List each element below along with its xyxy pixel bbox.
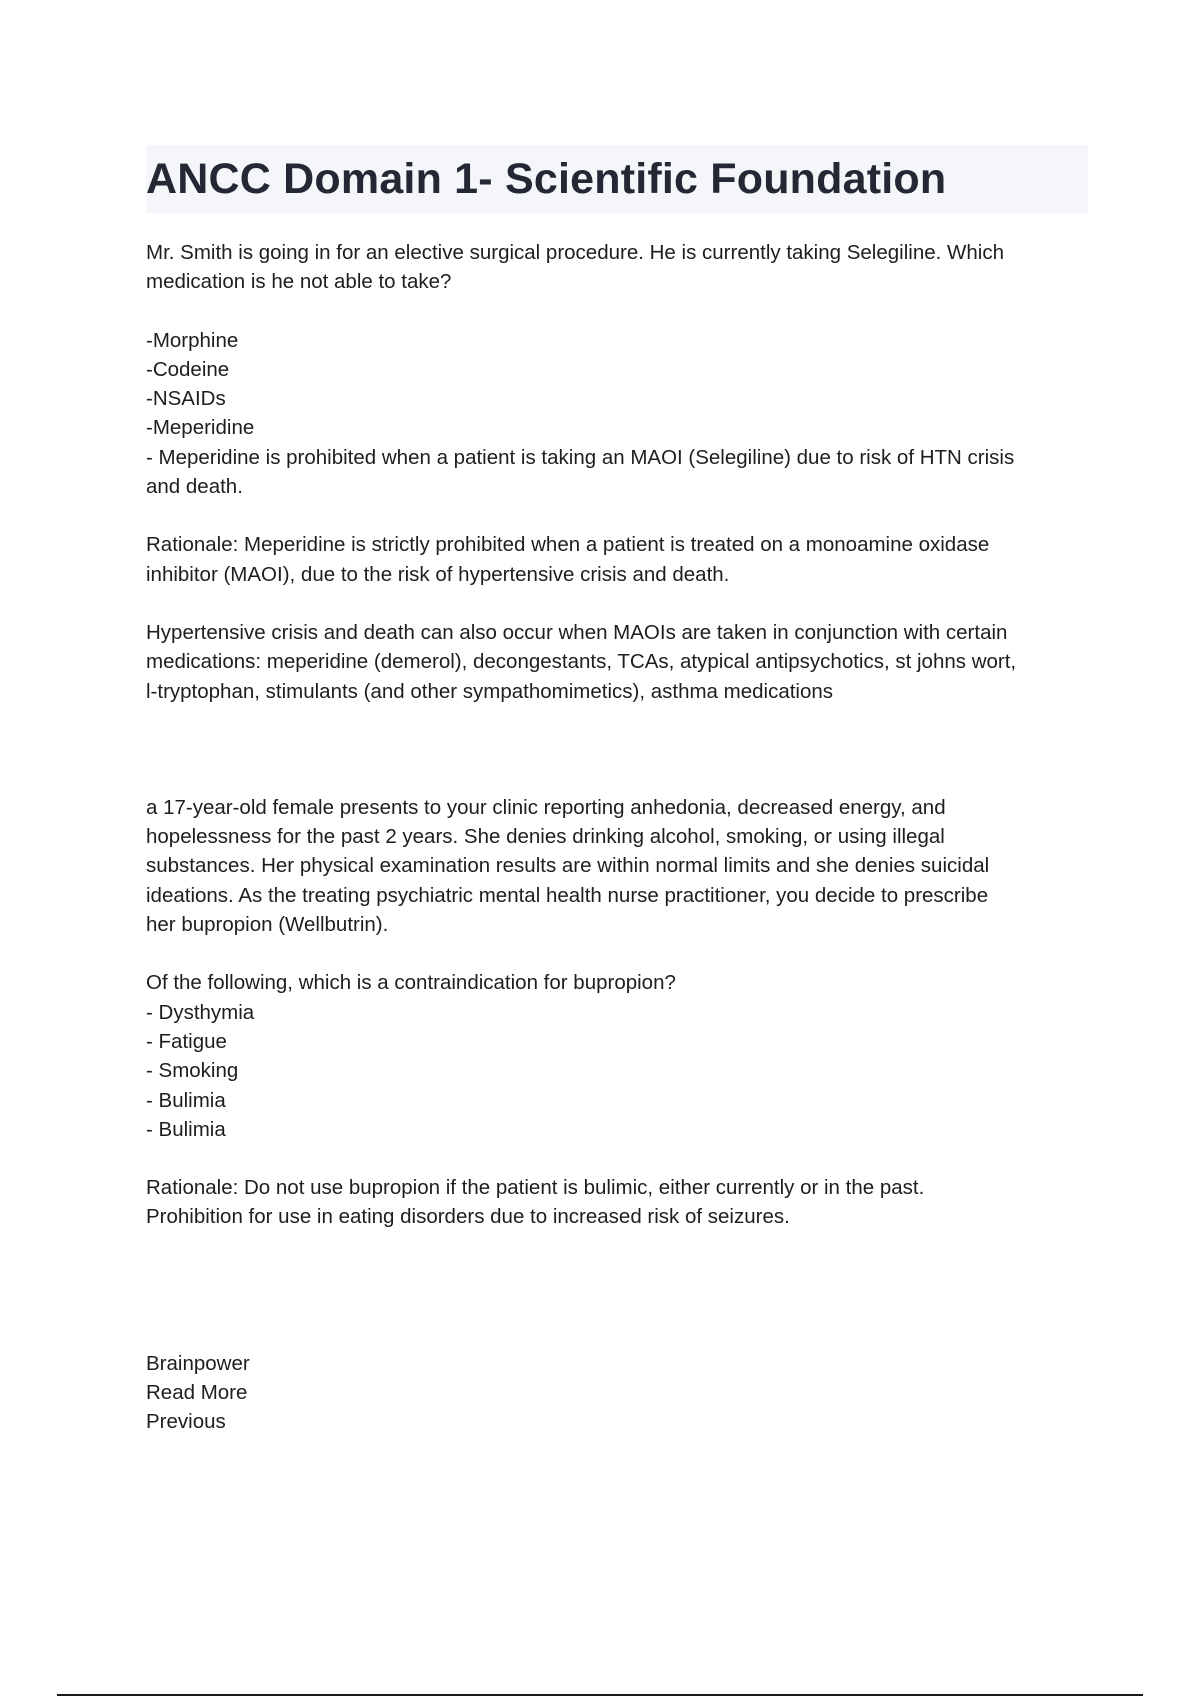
q1-answer-line: and death.	[146, 475, 243, 499]
q2-answer: - Bulimia	[146, 1117, 226, 1141]
document-page	[146, 145, 1088, 1437]
q2-option: - Bulimia	[146, 1088, 226, 1112]
q1-question-line: Mr. Smith is going in for an elective surgical procedure. He is currently taking Selegiline. Which	[146, 241, 1004, 264]
previous-link[interactable]: Previous	[146, 1410, 226, 1434]
footer-divider	[57, 1694, 1143, 1696]
q1-rationale-line: inhibitor (MAOI), due to the risk of hypertensive crisis and death.	[146, 562, 730, 586]
q1-answer-line: - Meperidine is prohibited when a patient is taking an MAOI (Selegiline) due to risk of HTN crisis	[146, 445, 1015, 469]
q1-option: -Codeine	[146, 357, 230, 381]
q1-note-line: medications: meperidine (demerol), decongestants, TCAs, atypical antipsychotics, st johns wort,	[146, 650, 1017, 674]
q1-option: -NSAIDs	[146, 387, 226, 411]
q2-scenario-line: hopelessness for the past 2 years. She denies drinking alcohol, smoking, or using illegal	[146, 825, 945, 849]
q1-note-line: l-tryptophan, stimulants (and other sympathomimetics), asthma medications	[146, 679, 834, 703]
page-title: ANCC Domain 1- Scientific Foundation	[146, 154, 947, 203]
q1-question-line: medication is he not able to take?	[146, 270, 452, 294]
brainpower-link[interactable]: Brainpower	[146, 1351, 250, 1375]
document-body	[146, 238, 1088, 1437]
question-2	[146, 793, 1088, 1232]
q2-scenario-line: a 17-year-old female presents to your clinic reporting anhedonia, decreased energy, and	[146, 795, 946, 819]
q2-question: Of the following, which is a contraindication for bupropion?	[146, 971, 676, 995]
q1-note-line: Hypertensive crisis and death can also occur when MAOIs are taken in conjunction with certain	[146, 620, 1008, 644]
q2-option: - Fatigue	[146, 1029, 227, 1053]
q1-option: -Morphine	[146, 328, 239, 352]
q2-rationale-line: Prohibition for use in eating disorders due to increased risk of seizures.	[146, 1205, 790, 1229]
read-more-link[interactable]: Read More	[146, 1381, 248, 1405]
question-1	[146, 238, 1088, 706]
q2-option: - Dysthymia	[146, 1000, 255, 1024]
q2-rationale-line: Rationale: Do not use bupropion if the patient is bulimic, either currently or in the past.	[146, 1176, 925, 1200]
q1-option: -Meperidine	[146, 416, 255, 440]
q2-scenario-line: substances. Her physical examination results are within normal limits and she denies suicidal	[146, 854, 990, 878]
q1-rationale-line: Rationale: Meperidine is strictly prohibited when a patient is treated on a monoamine oxidase	[146, 533, 990, 557]
q2-scenario-line: her bupropion (Wellbutrin).	[146, 913, 389, 937]
q2-option: - Smoking	[146, 1059, 239, 1083]
title-banner	[146, 145, 1088, 213]
q2-scenario-line: ideations. As the treating psychiatric mental health nurse practitioner, you decide to prescribe	[146, 883, 989, 907]
footer-links	[146, 1349, 1088, 1437]
